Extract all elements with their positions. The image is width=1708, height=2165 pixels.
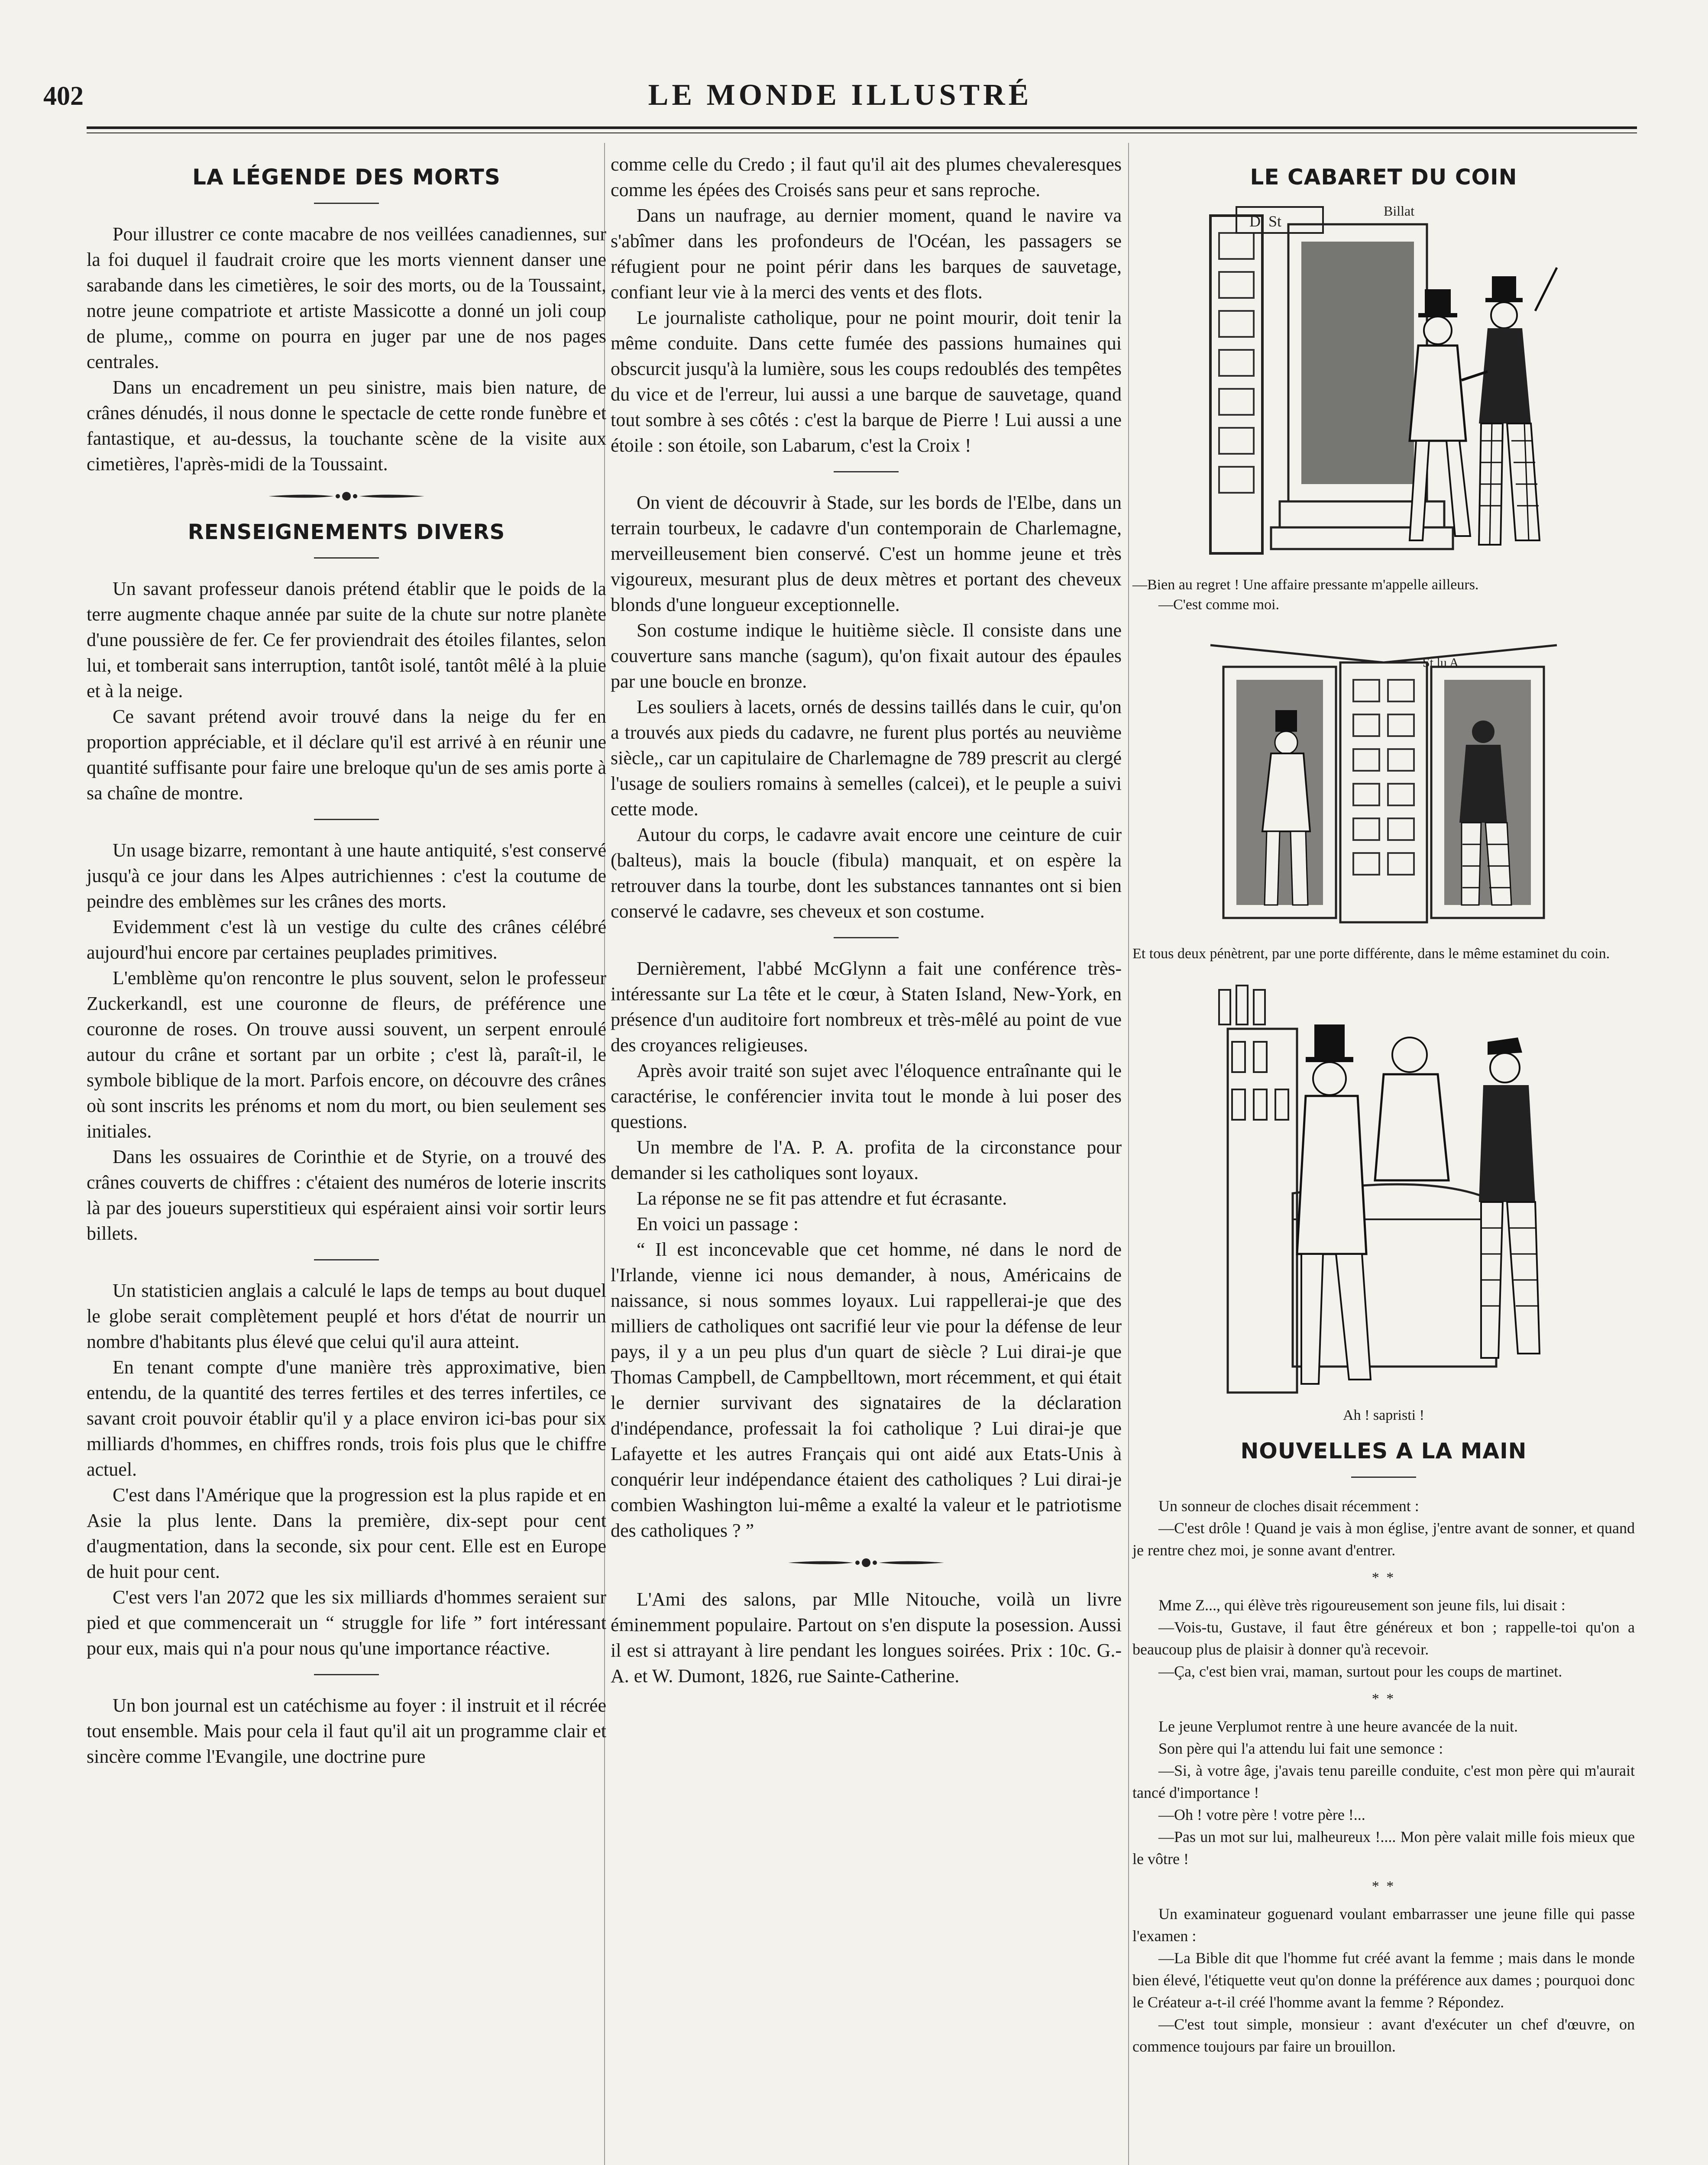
page-number: 402: [43, 81, 84, 111]
caption-1a: —Bien au regret ! Une affaire pressante m'appelle ailleurs.: [1132, 577, 1479, 593]
paragraph: comme celle du Credo ; il faut qu'il ait des plumes chevaleresques comme les épées des Croisés sans peur et sans reproche.: [611, 154, 1122, 200]
paragraph: Mme Z..., qui élève très rigoureusement son jeune fils, lui disait :: [1158, 1596, 1566, 1614]
paragraph: Son père qui l'a attendu lui fait une semonce :: [1158, 1740, 1443, 1757]
paragraph: Un usage bizarre, remontant à une haute antiquité, s'est conservé jusqu'à ce jour dans les Alpes autrichiennes : c'est la coutume de peindre des emblèmes sur les crânes des morts.: [87, 840, 606, 912]
short-rule: [314, 1259, 379, 1260]
caption-1b: —C'est comme moi.: [1158, 597, 1280, 613]
paragraph: —Pas un mot sur lui, malheureux !.... Mon père valait mille fois mieux que le vôtre !: [1132, 1828, 1635, 1868]
paragraph: L'Ami des salons, par Mlle Nitouche, voilà un livre éminemment populaire. Partout on s'en dispute la posession. Aussi il est si attrayant à lire pendant les longues soirées. Prix : 10c. G.-A. et W. Dumont, 1826, rue Sainte-Catherine.: [611, 1589, 1122, 1687]
paragraph: C'est dans l'Amérique que la progression est la plus rapide et en Asie la plus lente. Dans la première, dix-sept pour cent d'augmentation, dans la seconde, six pour cent. Elle est en Europe de huit pour cent.: [87, 1484, 606, 1582]
nouvelles-heading: NOUVELLES A LA MAIN: [1240, 1438, 1527, 1464]
header-rule-thin: [87, 132, 1637, 133]
paragraph: Dernièrement, l'abbé McGlynn a fait une conférence très-intéressante sur La tête et le cœur, à Staten Island, New-York, en présence d'un auditoire fort nombreux et très-mêlé au point de vue des croyances religieuses.: [611, 958, 1122, 1056]
paragraph: Après avoir traité son sujet avec l'éloquence entraînante qui le caractérise, le conférencier invita tout le monde à lui poser des questions.: [611, 1060, 1122, 1132]
asterism: * *: [1372, 1691, 1396, 1707]
sign-text: St lu A: [1423, 656, 1459, 670]
paragraph: Evidemment c'est là un vestige du culte des crânes célébré aujourd'hui encore par certaines peuplades primitives.: [87, 916, 606, 963]
paragraph: Dans un encadrement un peu sinistre, mais bien nature, de crânes dénudés, il nous donne le spectacle de cette ronde funèbre et fantastique, et au-dessus, la touchante scène de la visite aux cimetières, l'après-midi de la Toussaint.: [87, 377, 606, 475]
short-rule: [834, 471, 899, 472]
illustration-bar: [1193, 977, 1574, 1401]
header-rule-thick: [87, 126, 1637, 129]
short-rule: [314, 203, 379, 204]
paragraph: Pour illustrer ce conte macabre de nos veillées canadiennes, sur la foi duquel il faudrait croire que les morts viennent danser une sarabande dans les cimetières, le soir des morts, ou de la Toussaint, notre jeune compatriote et artiste Massicotte a donné un joli coup de plume,, comme on pourra en juger par une de nos pages centrales.: [87, 223, 606, 372]
short-rule: [314, 1674, 379, 1675]
paragraph: L'emblème qu'on rencontre le plus souvent, selon le professeur Zuckerkandl, est une couronne de fleurs, de préférence une couronne de roses. On trouve aussi souvent, un serpent enroulé autour du crâne et sortant par un orbite ; c'est là, paraît-il, le symbole biblique de la mort. Parfois encore, on découvre des crânes où sont inscrits les prénoms et nom du mort, ou bien seulement ses initiales.: [87, 967, 606, 1142]
paragraph: —Vois-tu, Gustave, il faut être généreux et bon ; rappelle-toi qu'on a beaucoup plus de plaisir à donner qu'à recevoir.: [1132, 1619, 1635, 1658]
short-rule: [1351, 1477, 1416, 1478]
paragraph: En voici un passage :: [637, 1213, 799, 1234]
short-rule: [314, 557, 379, 559]
ornament-divider: [268, 490, 424, 503]
short-rule: [834, 937, 899, 938]
short-rule: [314, 819, 379, 820]
paragraph: On vient de découvrir à Stade, sur les bords de l'Elbe, dans un terrain tourbeux, le cadavre d'un contemporain de Charlemagne, merveilleusement bien conservé. C'est un homme jeune et très vigoureux, mesurant plus de deux mètres et portant des cheveux blonds d'une longueur exceptionnelle.: [611, 492, 1122, 615]
ornament-divider: [788, 1556, 944, 1569]
legende-heading: LA LÉGENDE DES MORTS: [192, 165, 501, 190]
cabaret-heading: LE CABARET DU COIN: [1250, 165, 1517, 190]
column-2: [604, 152, 1128, 1689]
sign-text: Billat: [1384, 203, 1415, 219]
paragraph: Un bon journal est un catéchisme au foyer : il instruit et il récrée tout ensemble. Mais pour cela il faut qu'il ait un programme clair et sincère comme l'Evangile, une doctrine pure: [87, 1695, 606, 1767]
paragraph: Dans un naufrage, au dernier moment, quand le navire va s'abîmer dans les profondeurs de l'Océan, les passagers se réfugient pour ne point périr dans les barques de sauvetage, confiant leur vie à la merci des vents et des flots.: [611, 205, 1122, 303]
paragraph: Son costume indique le huitième siècle. Il consiste dans une couverture sans manche (sagum), qu'on fixait autour des épaules par une boucle en bronze.: [611, 620, 1122, 692]
paragraph: —C'est drôle ! Quand je vais à mon église, j'entre avant de sonner, et quand je rentre chez moi, je sonne avant d'entrer.: [1132, 1519, 1635, 1559]
sign-text: D. St: [1249, 213, 1282, 230]
paragraph: Un sonneur de cloches disait récemment :: [1158, 1497, 1419, 1515]
paragraph: —Si, à votre âge, j'avais tenu pareille conduite, c'est mon père qui m'aurait tancé d'importance !: [1132, 1762, 1635, 1801]
paragraph: Un examinateur goguenard voulant embarrasser une jeune fille qui passe l'examen :: [1132, 1905, 1635, 1945]
paragraph: Les souliers à lacets, ornés de dessins taillés dans le cuir, qu'on a trouvés aux pieds du cadavre, ne furent plus portés au neuvième siècle,, car un capitulaire de Charlemagne de 789 prescrit au clergé l'usage de souliers romains à semelles (calcei), et le peuple a suivi cette mode.: [611, 696, 1122, 820]
column-divider-2: [1128, 143, 1129, 2165]
paragraph: Un statisticien anglais a calculé le laps de temps au bout duquel le globe serait complètement peuplé et hors d'état de nourrir un nombre d'habitants plus élevé que celui qu'il aura atteint.: [87, 1280, 606, 1352]
paragraph: Le jeune Verplumot rentre à une heure avancée de la nuit.: [1158, 1718, 1518, 1735]
column-1: [87, 156, 606, 1769]
paragraph: —La Bible dit que l'homme fut créé avant la femme ; mais dans le monde bien élevé, l'étiquette veut qu'on donne la préférence aux dames ; pourquoi donc le Créateur a-t-il créé l'homme avant la femme ? Répondez.: [1132, 1949, 1635, 2011]
paragraph: Un savant professeur danois prétend établir que le poids de la terre augmente chaque année par suite de la chute sur notre planète d'une poussière de fer. Ce fer proviendrait des étoiles filantes, selon lui, et tomberait sans interruption, tantôt isolé, tantôt mêlé à la pluie et à la neige.: [87, 578, 606, 701]
illustration-two-doors: [1197, 628, 1570, 940]
asterism: * *: [1372, 1570, 1396, 1586]
caption-3: Ah ! sapristi !: [1343, 1407, 1424, 1423]
paragraph: —Ça, c'est bien vrai, maman, surtout pour les coups de martinet.: [1158, 1663, 1562, 1680]
paragraph: La réponse ne se fit pas attendre et fut écrasante.: [637, 1188, 1007, 1209]
column-3: [1132, 156, 1635, 2058]
paragraph: Ce savant prétend avoir trouvé dans la neige du fer en proportion appréciable, et il déclare qu'il est arrivé à en réunir une quantité suffisante pour faire une breloque qu'un de ses amis porte à sa chaîne de montre.: [87, 706, 606, 804]
newspaper-title: LE MONDE ILLUSTRÉ: [648, 78, 1032, 112]
paragraph: —C'est tout simple, monsieur : avant d'exécuter un chef d'œuvre, on commence toujours par faire un brouillon.: [1132, 2016, 1635, 2055]
paragraph: —Oh ! votre père ! votre père !...: [1158, 1806, 1365, 1823]
illustration-handshake: [1193, 198, 1574, 571]
page-header: [43, 76, 1637, 123]
paragraph: Autour du corps, le cadavre avait encore une ceinture de cuir (balteus), mais la boucle (fibula) manquait, et on espère la retrouver dans la tourbe, dont les substances tannantes ont si bien conservé le cadavre, ses cheveux et son costume.: [611, 824, 1122, 922]
paragraph: En tenant compte d'une manière très approximative, bien entendu, de la quantité des terres fertiles et des terres infertiles, ce savant croit pouvoir établir qu'il y a place environ ici-bas pour six milliards d'hommes, en chiffres ronds, trois fois plus que le chiffre actuel.: [87, 1357, 606, 1480]
asterism: * *: [1372, 1878, 1396, 1894]
paragraph: “ Il est inconcevable que cet homme, né dans le nord de l'Irlande, vienne ici nous demander, à nous, Américains de naissance, si nous sommes loyaux. Lui rappellerai-je que des milliers de catholiques ont sacrifié leur vie pour la défense de leur pays, il y a un peu plus d'un quart de siècle ? Lui dirai-je que Thomas Campbell, de Campbelltown, mort récemment, et qui était le dernier survivant des signataires de la déclaration d'indépendance, professait la foi catholique ? Lui dirai-je que Lafayette et les autres Français qui ont aidé aux Etats-Unis à conquérir leur indépendance étaient des catholiques ? Lui dirai-je combien Washington lui-même a exalté la valeur et le patriotisme des catholiques ? ”: [611, 1239, 1122, 1541]
paragraph: C'est vers l'an 2072 que les six milliards d'hommes seraient sur pied et que commencerait un “ struggle for life ” fort intéressant pour eux, mais qui n'a pour nous qu'une importance réactive.: [87, 1587, 606, 1659]
paragraph: Le journaliste catholique, pour ne point mourir, doit tenir la même conduite. Dans cette fumée des passions humaines qui obscurcit jusqu'à la lumière, sous les coups redoublés des tempêtes du vice et de l'erreur, lui aussi a une barque de sauvetage, quand tout sombre à ses côtés : c'est la barque de Pierre ! Lui aussi a une étoile : son étoile, son Labarum, c'est la Croix !: [611, 307, 1122, 456]
caption-2: Et tous deux pénètrent, par une porte différente, dans le même estaminet du coin.: [1132, 946, 1610, 962]
paragraph: Dans les ossuaires de Corinthie et de Styrie, on a trouvé des crânes couverts de chiffres : c'étaient des numéros de loterie inscrits là par des joueurs superstitieux qui espéraient ainsi voir sortir leurs billets.: [87, 1146, 606, 1244]
renseignements-heading: RENSEIGNEMENTS DIVERS: [188, 520, 505, 544]
paragraph: Un membre de l'A. P. A. profita de la circonstance pour demander si les catholiques sont loyaux.: [611, 1137, 1122, 1183]
